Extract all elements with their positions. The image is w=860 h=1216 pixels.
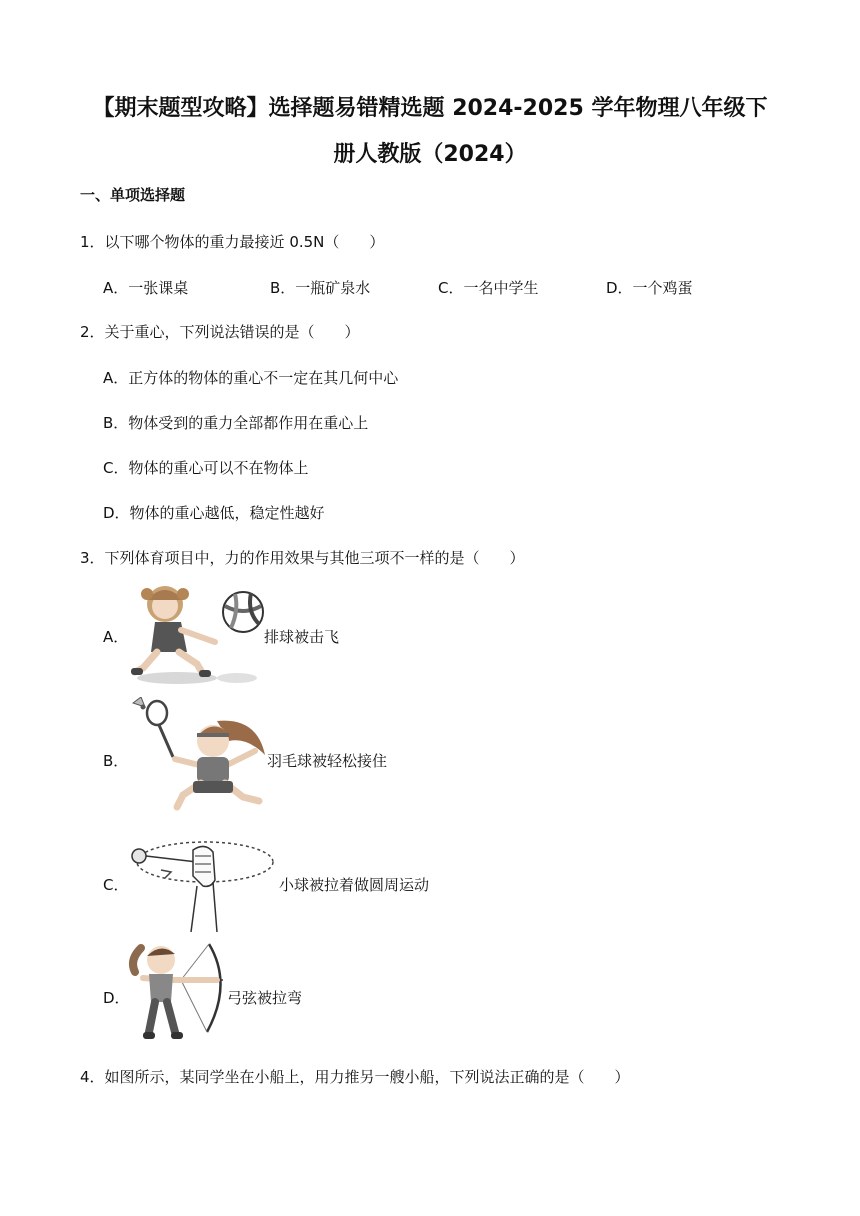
question-3-option-c-letter: C． <box>103 876 129 894</box>
question-3-option-a-caption: 排球被击飞 <box>264 628 340 646</box>
question-2-option-a: A．正方体的物体的重心不一定在其几何中心 <box>103 369 399 387</box>
question-1-option-b: B．一瓶矿泉水 <box>270 279 371 297</box>
question-3-option-a-letter: A． <box>103 628 129 646</box>
question-2-option-d: D．物体的重心越低，稳定性越好 <box>103 504 325 522</box>
volleyball-girl-illustration <box>127 580 265 688</box>
question-3-option-d-caption: 弓弦被拉弯 <box>227 989 303 1007</box>
question-2-option-b: B．物体受到的重力全部都作用在重心上 <box>103 414 369 432</box>
question-1-stem: 1．以下哪个物体的重力最接近 0.5N（ ） <box>80 233 385 251</box>
title-line-1: 【期末题型攻略】选择题易错精选题 2024-2025 学年物理八年级下 <box>92 96 768 121</box>
question-4-stem: 4．如图所示，某同学坐在小船上，用力推另一艘小船，下列说法正确的是（ ） <box>80 1068 630 1086</box>
question-3-option-d-letter: D． <box>103 989 130 1007</box>
question-3-option-b-caption: 羽毛球被轻松接住 <box>267 752 388 770</box>
question-1-option-d: D．一个鸡蛋 <box>606 279 693 297</box>
question-3-stem: 3．下列体育项目中，力的作用效果与其他三项不一样的是（ ） <box>80 549 525 567</box>
question-3-option-c-caption: 小球被拉着做圆周运动 <box>279 876 430 894</box>
question-2-stem: 2．关于重心，下列说法错误的是（ ） <box>80 323 360 341</box>
question-1-option-a: A．一张课桌 <box>103 279 189 297</box>
badminton-girl-illustration <box>127 697 267 813</box>
circular-motion-illustration <box>127 836 277 932</box>
title-line-2: 册人教版（2024） <box>333 142 527 167</box>
section-heading: 一、单项选择题 <box>80 186 186 204</box>
archery-girl-illustration <box>127 940 229 1044</box>
question-1-option-c: C．一名中学生 <box>438 279 539 297</box>
document-title <box>60 86 800 178</box>
question-3-option-b-letter: B． <box>103 752 129 770</box>
question-2-option-c: C．物体的重心可以不在物体上 <box>103 459 309 477</box>
